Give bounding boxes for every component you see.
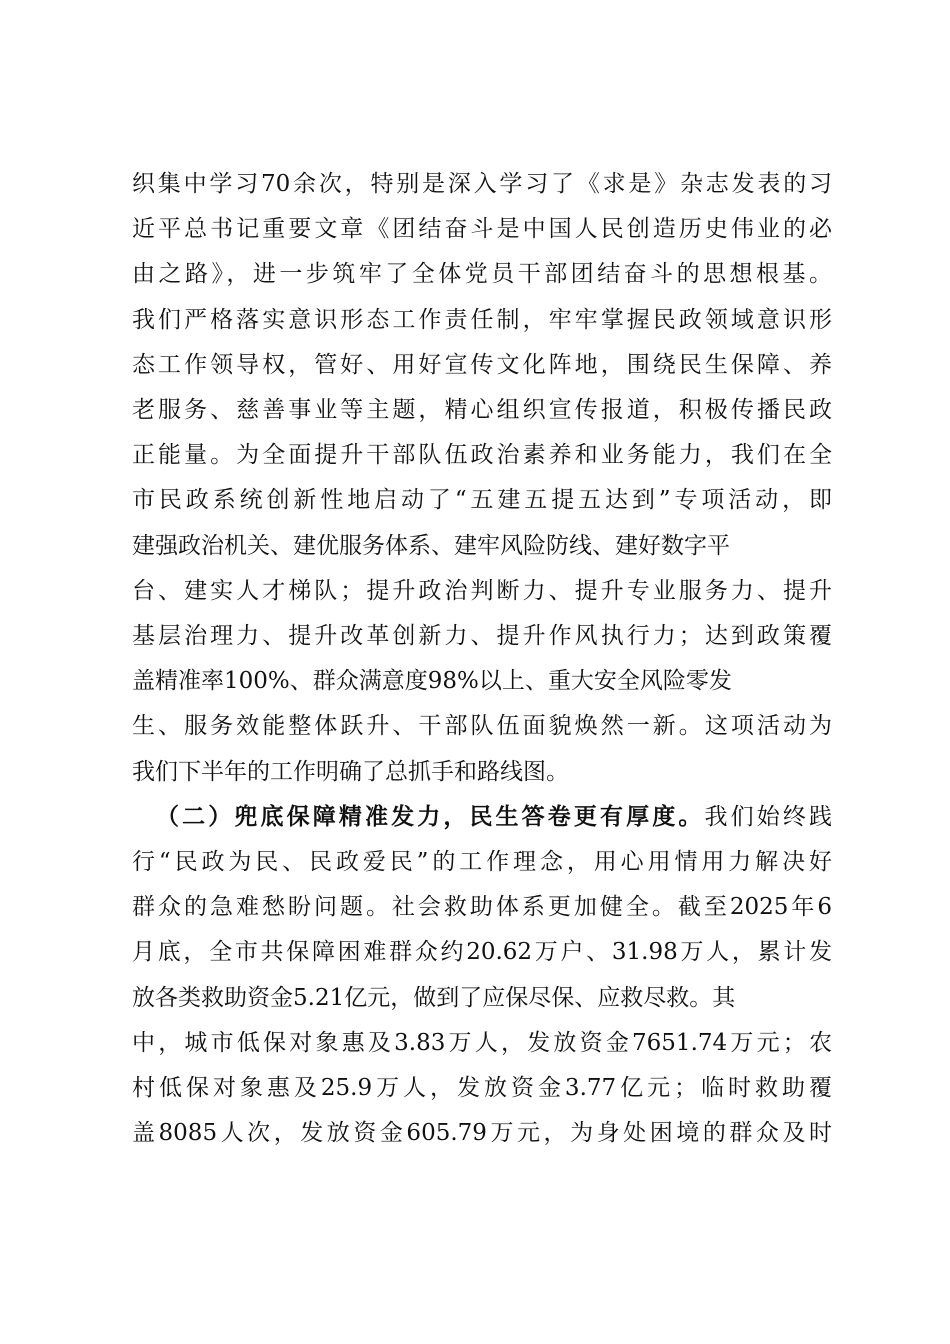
text-line: 生、服务效能整体跃升、干部队伍面貌焕然一新。这项活动为 xyxy=(132,713,832,740)
text-line: 盖精准率100%、群众满意度98%以上、重大安全风险零发 xyxy=(132,668,732,695)
text-line: 我们下半年的工作明确了总抓手和路线图。 xyxy=(132,758,569,785)
text-line: 群众的急难愁盼问题。社会救助体系更加健全。截至2025年6 xyxy=(132,894,832,921)
text-line: 台、建实人才梯队；提升政治判断力、提升专业服务力、提升 xyxy=(132,577,832,604)
section-heading-line xyxy=(156,801,832,833)
text-line: 行“民政为民、民政爱民”的工作理念，用心用情用力解决好 xyxy=(132,849,832,875)
text-line: 织集中学习70余次，特别是深入学习了《求是》杂志发表的习 xyxy=(132,171,832,197)
text-line: 月底，全市共保障困难群众约20.62万户、31.98万人，累计发 xyxy=(132,939,832,966)
text-line: 基层治理力、提升改革创新力、提升作风执行力；达到政策覆 xyxy=(132,623,832,649)
text-line: 建强政治机关、建优服务体系、建牢风险防线、建好数字平 xyxy=(132,532,730,559)
text-line: 近平总书记重要文章《团结奋斗是中国人民创造历史伟业的必 xyxy=(132,216,832,243)
text-line: 盖8085人次，发放资金605.79万元，为身处困境的群众及时 xyxy=(132,1120,832,1147)
text-line: 正能量。为全面提升干部队伍政治素养和业务能力，我们在全 xyxy=(132,442,832,469)
text-line: 态工作领导权，管好、用好宣传文化阵地，围绕民生保障、养 xyxy=(132,351,832,378)
text-line: 村低保对象惠及25.9万人，发放资金3.77亿元；临时救助覆 xyxy=(132,1075,832,1101)
heading-continuation: 我们始终践 xyxy=(704,803,833,830)
text-line: 我们严格落实意识形态工作责任制，牢牢掌握民政领域意识形 xyxy=(132,306,832,333)
text-line: 由之路》，进一步筑牢了全体党员干部团结奋斗的思想根基。 xyxy=(132,261,832,288)
text-line: 放各类救助资金5.21亿元，做到了应保尽保、应救尽救。其 xyxy=(132,984,736,1011)
section-heading: （二）兜底保障精准发力，民生答卷更有厚度。 xyxy=(156,802,705,830)
text-line: 老服务、慈善事业等主题，精心组织宣传报道，积极传播民政 xyxy=(132,397,832,423)
text-line: 市民政系统创新性地启动了“五建五提五达到”专项活动，即 xyxy=(132,487,832,514)
text-line: 中，城市低保对象惠及3.83万人，发放资金7651.74万元；农 xyxy=(132,1029,832,1056)
